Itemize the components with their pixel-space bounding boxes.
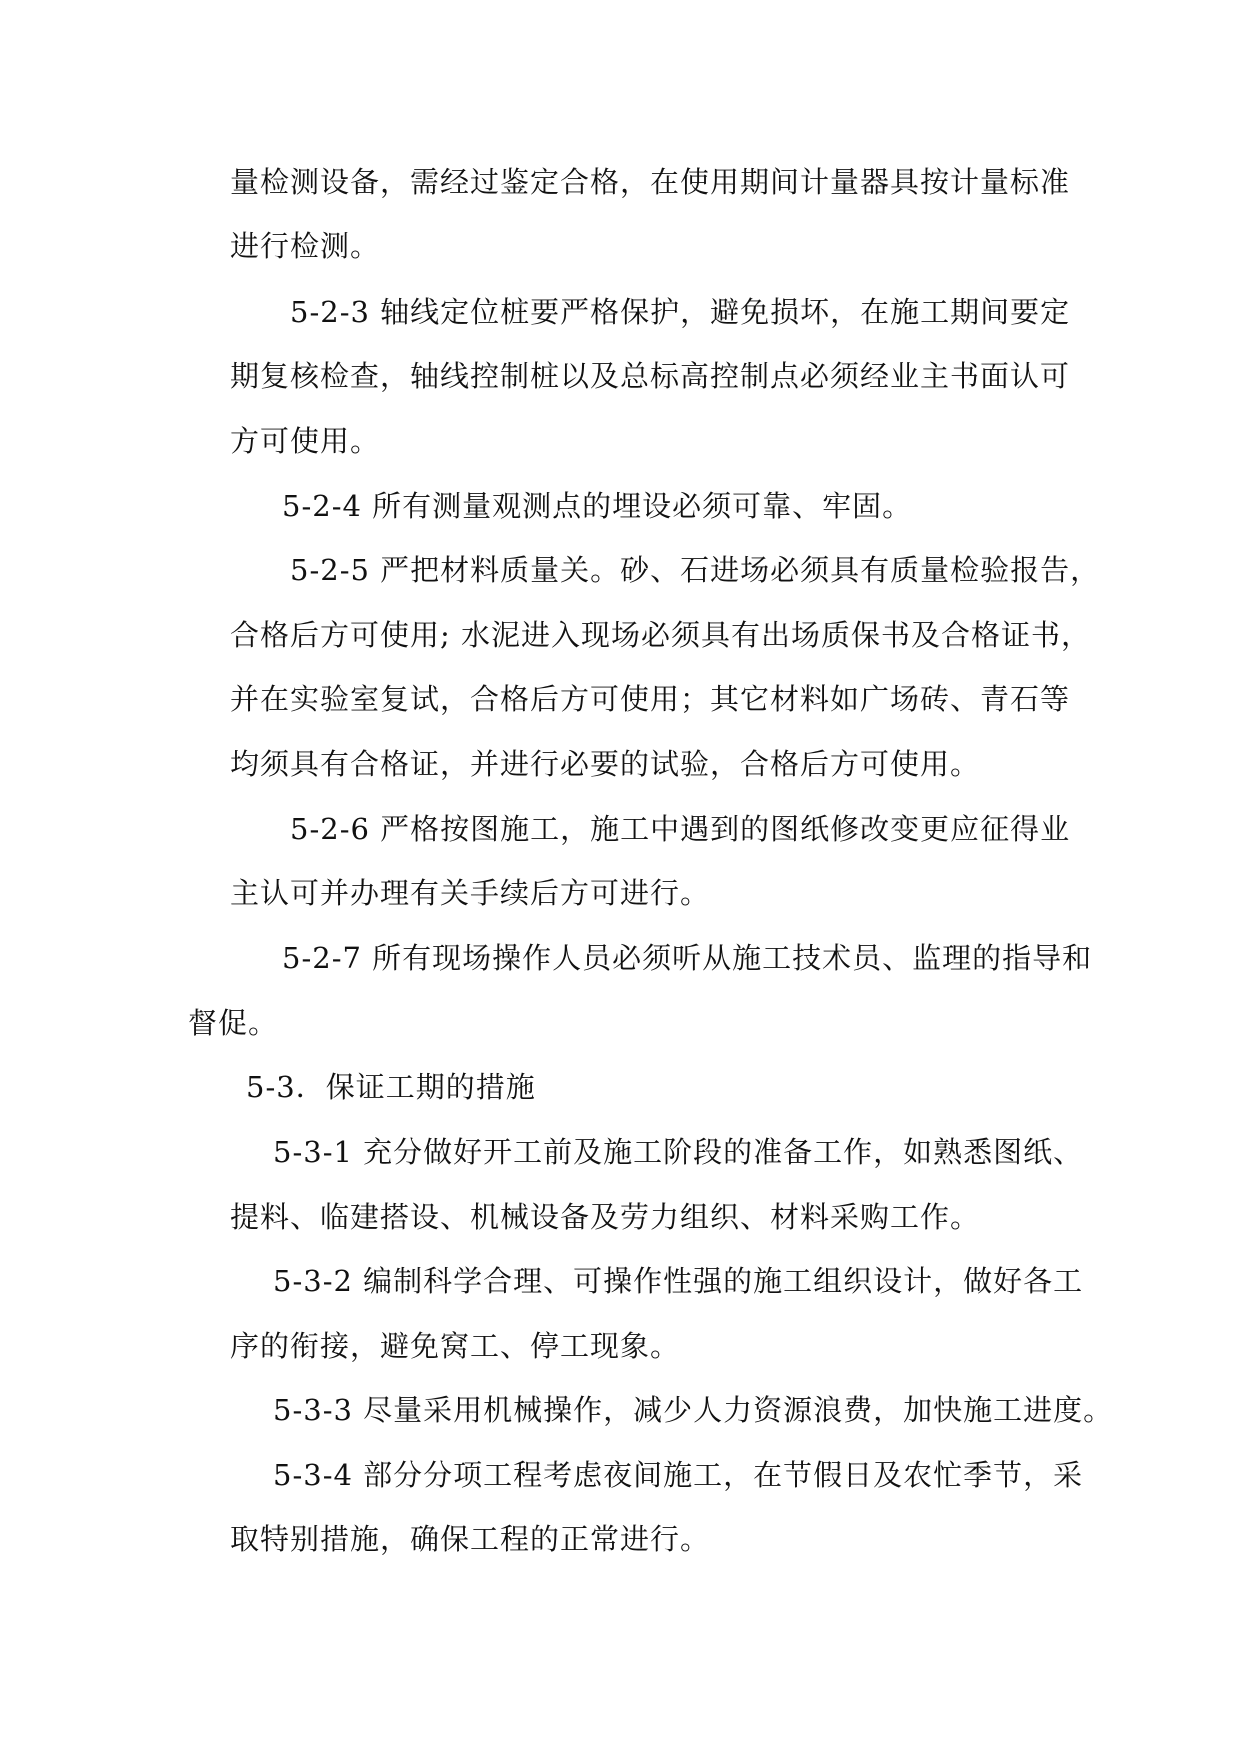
text-line: 5-2-3 轴线定位桩要严格保护，避免损坏，在施工期间要定 [290,295,1071,329]
text-line: 主认可并办理有关手续后方可进行。 [230,876,711,910]
section-heading: 5-3．保证工期的措施 [246,1070,536,1104]
text-line: 5-2-4 所有测量观测点的埋设必须可靠、牢固。 [282,489,913,523]
text-line: 5-2-6 严格按图施工，施工中遇到的图纸修改变更应征得业 [290,812,1071,846]
text-line: 5-3-4 部分分项工程考虑夜间施工，在节假日及农忙季节，采 [273,1458,1084,1492]
text-line: 均须具有合格证，并进行必要的试验，合格后方可使用。 [230,747,981,781]
text-line: 序的衔接，避免窝工、停工现象。 [230,1329,681,1363]
text-line: 督促。 [188,1006,279,1040]
text-line: 合格后方可使用; 水泥进入现场必须具有出场质保书及合格证书， [230,618,1091,652]
text-line: 取特别措施，确保工程的正常进行。 [230,1522,711,1556]
text-line: 并在实验室复试，合格后方可使用；其它材料如广场砖、青石等 [230,682,1071,716]
text-line: 量检测设备，需经过鉴定合格，在使用期间计量器具按计量标准 [230,165,1071,199]
text-line: 5-2-7 所有现场操作人员必须听从施工技术员、监理的指导和 [282,941,1093,975]
text-line: 5-3-3 尽量采用机械操作，减少人力资源浪费，加快施工进度。 [273,1393,1114,1427]
text-line: 进行检测。 [230,229,381,263]
text-line: 5-2-5 严把材料质量关。砂、石进场必须具有质量检验报告， [290,553,1101,587]
text-line: 方可使用。 [230,424,381,458]
text-line: 5-3-2 编制科学合理、可操作性强的施工组织设计，做好各工 [273,1264,1084,1298]
text-line: 5-3-1 充分做好开工前及施工阶段的准备工作，如熟悉图纸、 [273,1135,1084,1169]
text-line: 提料、临建搭设、机械设备及劳力组织、材料采购工作。 [230,1200,981,1234]
text-line: 期复核检查，轴线控制桩以及总标高控制点必须经业主书面认可 [230,359,1071,393]
